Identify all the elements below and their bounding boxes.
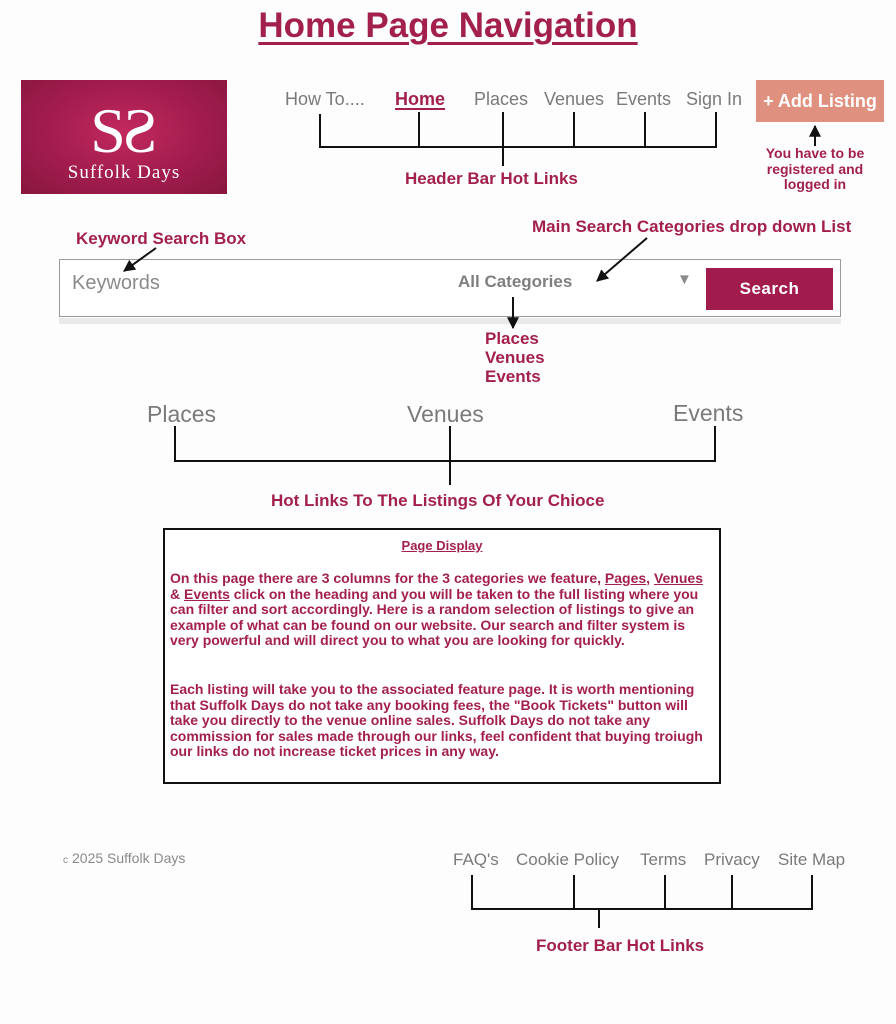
annotation-keyword-search: Keyword Search Box [76,229,247,248]
footer-link-privacy[interactable]: Privacy [704,850,760,869]
category-link-places[interactable]: Places [147,401,217,427]
category-link-events[interactable]: Events [673,400,744,426]
nav-venues[interactable]: Venues [544,89,605,109]
category-select[interactable]: All Categories [458,272,573,291]
paragraph-text: , [646,570,654,586]
logo-wordmark: Suffolk Days [67,162,181,183]
dropdown-arrow-icon[interactable]: ▼ [677,271,692,288]
nav-home[interactable]: Home [395,89,446,109]
site-logo[interactable] [21,80,227,194]
page-display-paragraph-2: Each listing will take you to the associated feature page. It is worth mentioning that Suffolk Days do not take any booking fees, the "Book Tickets" button will take you directly to the venue online sales. Suffolk Days do not take any commission for sales made through our links, feel confident that buying troiugh our links do not increase ticket prices in any way. [170,681,703,760]
events-link[interactable]: Events [184,585,230,602]
copyright [63,850,185,866]
page-display-heading: Page Display [401,538,483,553]
venues-link[interactable]: Venues [653,570,703,586]
footer-link-site-map[interactable]: Site Map [778,850,846,869]
annotation-listing-hot-links: Hot Links To The Listings Of Your Chioce [271,491,605,510]
footer-link-faqs[interactable]: FAQ's [453,850,499,869]
annotation-line: registered and [766,160,864,177]
annotation-option: Venues [485,348,545,367]
nav-events[interactable]: Events [616,89,672,109]
copyright-icon: c [63,855,68,866]
annotation-footer-hot-links: Footer Bar Hot Links [536,936,705,955]
nav-sign-in[interactable]: Sign In [686,89,743,109]
page-display-paragraph-1 [170,571,715,649]
paragraph-text: & [170,585,184,602]
annotation-header-hot-links: Header Bar Hot Links [405,169,578,188]
paragraph-text: click on the heading and you will be taken to the full listing where you can filter and sort accordingly. Here is a random selection of listings to give an example of what can be found on our website. Our search and filter system is very powerful and will direct you to what you are looking for quickly. [170,585,699,649]
paragraph-text: On this page there are 3 columns for the 3 categories we feature, [170,570,605,586]
annotation-add-listing-note [752,146,878,193]
svg-text:S: S [90,95,126,166]
nav-places[interactable]: Places [474,89,529,109]
svg-text:S: S [122,95,158,166]
add-listing-button[interactable]: + Add Listing [756,80,884,122]
search-button[interactable]: Search [706,268,833,310]
annotation-categories-dropdown: Main Search Categories drop down List [532,217,852,236]
annotation-option: Places [485,329,539,348]
annotation-option: Events [485,367,541,386]
footer-bracket-line [472,875,812,909]
footer-link-cookie-policy[interactable]: Cookie Policy [516,850,619,869]
annotation-line: You have to be [765,145,865,161]
footer-link-terms[interactable]: Terms [640,850,687,869]
header-bracket-line [320,112,716,147]
annotation-line: logged in [783,176,847,192]
category-bracket-line [175,426,715,461]
keyword-search-input[interactable] [72,270,372,296]
copyright-text: 2025 Suffolk Days [72,850,186,866]
pages-link[interactable]: Pages [604,570,647,586]
annotation-dropdown-options [485,329,545,386]
page-title: Home Page Navigation [258,6,638,45]
nav-how-to[interactable]: How To.... [285,89,365,109]
search-bar-shadow [59,318,841,324]
category-link-venues[interactable]: Venues [407,401,484,427]
